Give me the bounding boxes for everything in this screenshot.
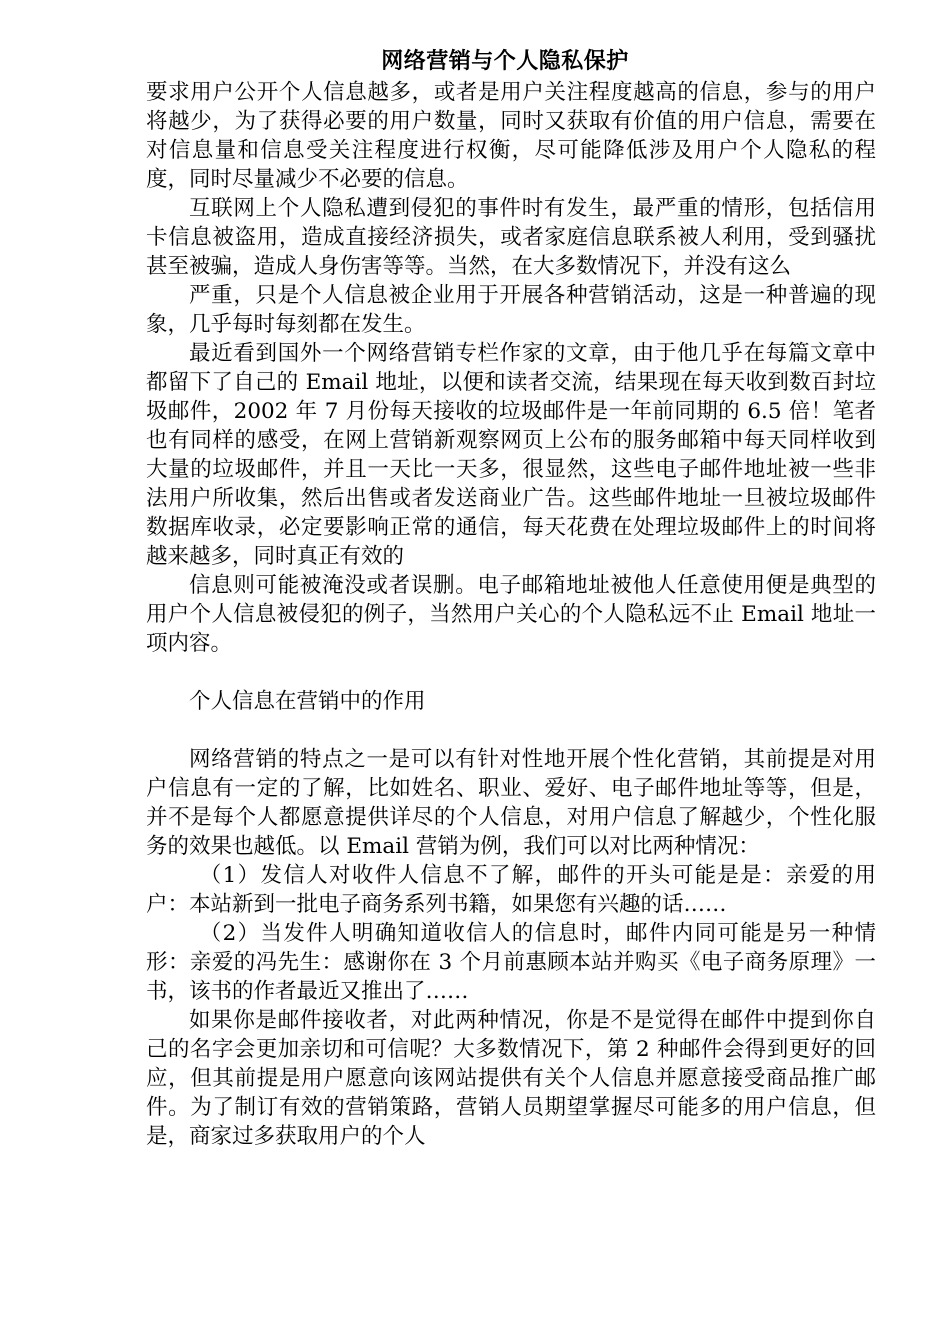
paragraph: 网络营销的特点之一是可以有针对性地开展个性化营销，其前提是对用户信息有一定的了解，比如姓名、职业、爱好、电子邮件地址等等，但是，并不是每个人都愿意提供详尽的个人信息，对用户信息了解越少，个性化服务的效果也越低。以 Email 营销为例，我们可以对比两种情况： — [146, 747, 876, 859]
paragraph: 如果你是邮件接收者，对此两种情况，你是不是觉得在邮件中提到你自己的名字会更加亲切和可信呢？大多数情况下，第 2 种邮件会得到更好的回应，但其前提是用户愿意向该网站提供有关个人信息并愿意接受商品推广邮件。为了制订有效的营销策路，营销人员期望掌握尽可能多的用户信息，但是，商家过多获取用户的个人 — [146, 1008, 876, 1149]
list-item: （2）当发件人明确知道收信人的信息时，邮件内同可能是另一种情形：亲爱的冯先生：感谢你在 3 个月前惠顾本站并购买《电子商务原理》一书，该书的作者最近又推出了…… — [146, 921, 876, 1004]
spacer — [146, 716, 876, 745]
paragraph: 信息则可能被淹没或者误删。电子邮箱地址被他人任意使用便是典型的用户个人信息被侵犯的例子，当然用户关心的个人隐私远不止 Email 地址一项内容。 — [146, 573, 876, 656]
paragraph: 要求用户公开个人信息越多，或者是用户关注程度越高的信息，参与的用户将越少，为了获得必要的用户数量，同时又获取有价值的用户信息，需要在对信息量和信息受关注程度进行权衡，尽可能降低涉及用户个人隐私的程度，同时尽量减少不必要的信息。 — [146, 80, 876, 192]
page-title: 网络营销与个人隐私保护 — [381, 48, 629, 74]
section-heading: 个人信息在营销中的作用 — [189, 689, 426, 714]
paragraph: 严重，只是个人信息被企业用于开展各种营销活动，这是一种普遍的现象，几乎每时每刻都在发生。 — [146, 283, 876, 337]
spacer — [146, 658, 876, 687]
paragraph: 互联网上个人隐私遭到侵犯的事件时有发生，最严重的情形，包括信用卡信息被盗用，造成直接经济损失，或者家庭信息联系被人利用，受到骚扰甚至被骗，造成人身伤害等等。当然，在大多数情况下，并没有这么 — [146, 196, 876, 279]
paragraph: 最近看到国外一个网络营销专栏作家的文章，由于他几乎在每篇文章中都留下了自己的 Email 地址，以便和读者交流，结果现在每天收到数百封垃圾邮件，2002 年 7 月份每天接收的垃圾邮件是一年前同期的 6.5 倍！笔者也有同样的感受，在网上营销新观察网页上公布的服务邮箱中每天同样收到大量的垃圾邮件，并且一天比一天多，很显然，这些电子邮件地址被一些非法用户所收集，然后出售或者发送商业广告。这些邮件地址一旦被垃圾邮件数据库收录，必定要影响正常的通信，每天花费在处理垃圾邮件上的时间将越来越多，同时真正有效的 — [146, 341, 876, 569]
document-body — [146, 78, 876, 1151]
list-item: （1）发信人对收件人信息不了解，邮件的开头可能是是：亲爱的用户：本站新到一批电子商务系列书籍，如果您有兴趣的话…… — [146, 863, 876, 917]
